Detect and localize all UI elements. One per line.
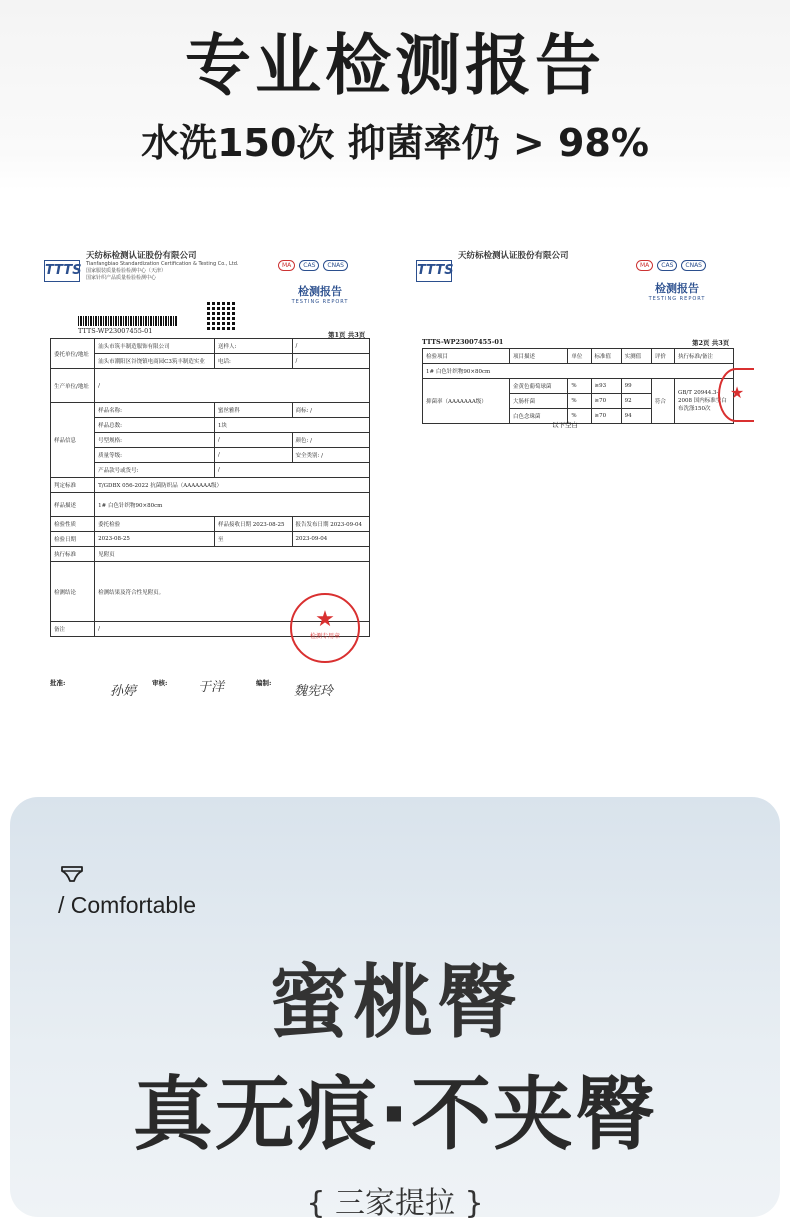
signature: 孙婷	[110, 684, 137, 699]
barcode-icon	[78, 316, 178, 326]
company-info: 天纺标检测认证股份有限公司	[458, 251, 569, 261]
report-title: 检测报告 TESTING REPORT	[648, 282, 706, 302]
underwear-icon	[60, 864, 84, 884]
cert-logos: MA CAS CNAS	[636, 260, 706, 271]
feature-cut-text: { 三家提拉 }	[306, 1186, 484, 1221]
feature-title: 蜜桃臀	[269, 956, 521, 1049]
company-info: 天纺标检测认证股份有限公司 Tianfangbiao Standardization Certification & Testing Co., Ltd. 国家服装质量检验检测中心（天津） 国家针织产品质量检验检测中心	[86, 251, 239, 281]
signature: 于洋	[198, 680, 225, 695]
official-stamp: ★ 检测专用章	[290, 593, 360, 663]
page-number: 第1页 共3页	[328, 331, 366, 339]
report-table: 委托单位/地址 汕头市筑丰制造服饰有限公司 送样人: / 汕头市潮阳区谷饶镇电商园C3筑丰制造实业 电话: / 生产单位/地址 / 样品信息 样品名称: 蜜丝雅科 商标: / 样品总数: 1块 号型规格: / 颜色: / 质量等级: / 安全类别: / 产品款号或货号: / 判定标准 T/GDBX 056-2022 抗菌防织品（AAAAAAA级） 样品描述 1# 白色针织物90×80cm 检验性质 委托检验 样品接收日期 2023-08-25 报告发布日期 2023-09-04 检验日期 2023-08-25 至 2023-09-04 执行标准 见附页 检测结论 检测结果及符合性见附页。 备注 /	[50, 338, 370, 637]
signature: 魏宪玲	[294, 684, 334, 699]
test-report-page-1	[40, 248, 390, 703]
official-stamp: ★	[718, 368, 754, 422]
signer-label: 批准:	[50, 679, 66, 687]
ttts-logo: TTTS	[44, 260, 80, 282]
cert-logos: MA CAS CNAS	[278, 260, 348, 271]
feature-subtitle: 真无痕·不夹臀	[132, 1068, 658, 1161]
qr-code-icon	[207, 300, 237, 330]
results-table: 检验项目 项目描述 单位 标准值 实测值 评价 执行标准/备注 1# 白色针织物90×80cm 抑菌率（AAAAAAA级） 金黄色葡萄球菌 % ≥93 99 符合 GB/T 20944.3-2008 国内标准空白布洗涤150次 大肠杆菌 % ≥70 92 白色念珠菌 % ≥70 94	[422, 348, 734, 424]
report-number: TTTS-WP23007455-01	[78, 327, 153, 335]
signer-label: 编制:	[256, 679, 272, 687]
signer-label: 审核:	[152, 679, 168, 687]
test-report-page-2	[412, 248, 752, 433]
ttts-logo: TTTS	[416, 260, 452, 282]
report-title: 检测报告 TESTING REPORT	[291, 285, 349, 305]
page-subtitle: 水洗150次 抑菌率仍 > 98%	[141, 121, 649, 165]
page-number: 第2页 共3页	[692, 339, 730, 347]
report-number: TTTS-WP23007455-01	[422, 338, 504, 346]
end-marker: 以下空白	[552, 421, 578, 429]
page-title: 专业检测报告	[185, 27, 605, 104]
feature-tag: / Comfortable	[58, 892, 197, 918]
